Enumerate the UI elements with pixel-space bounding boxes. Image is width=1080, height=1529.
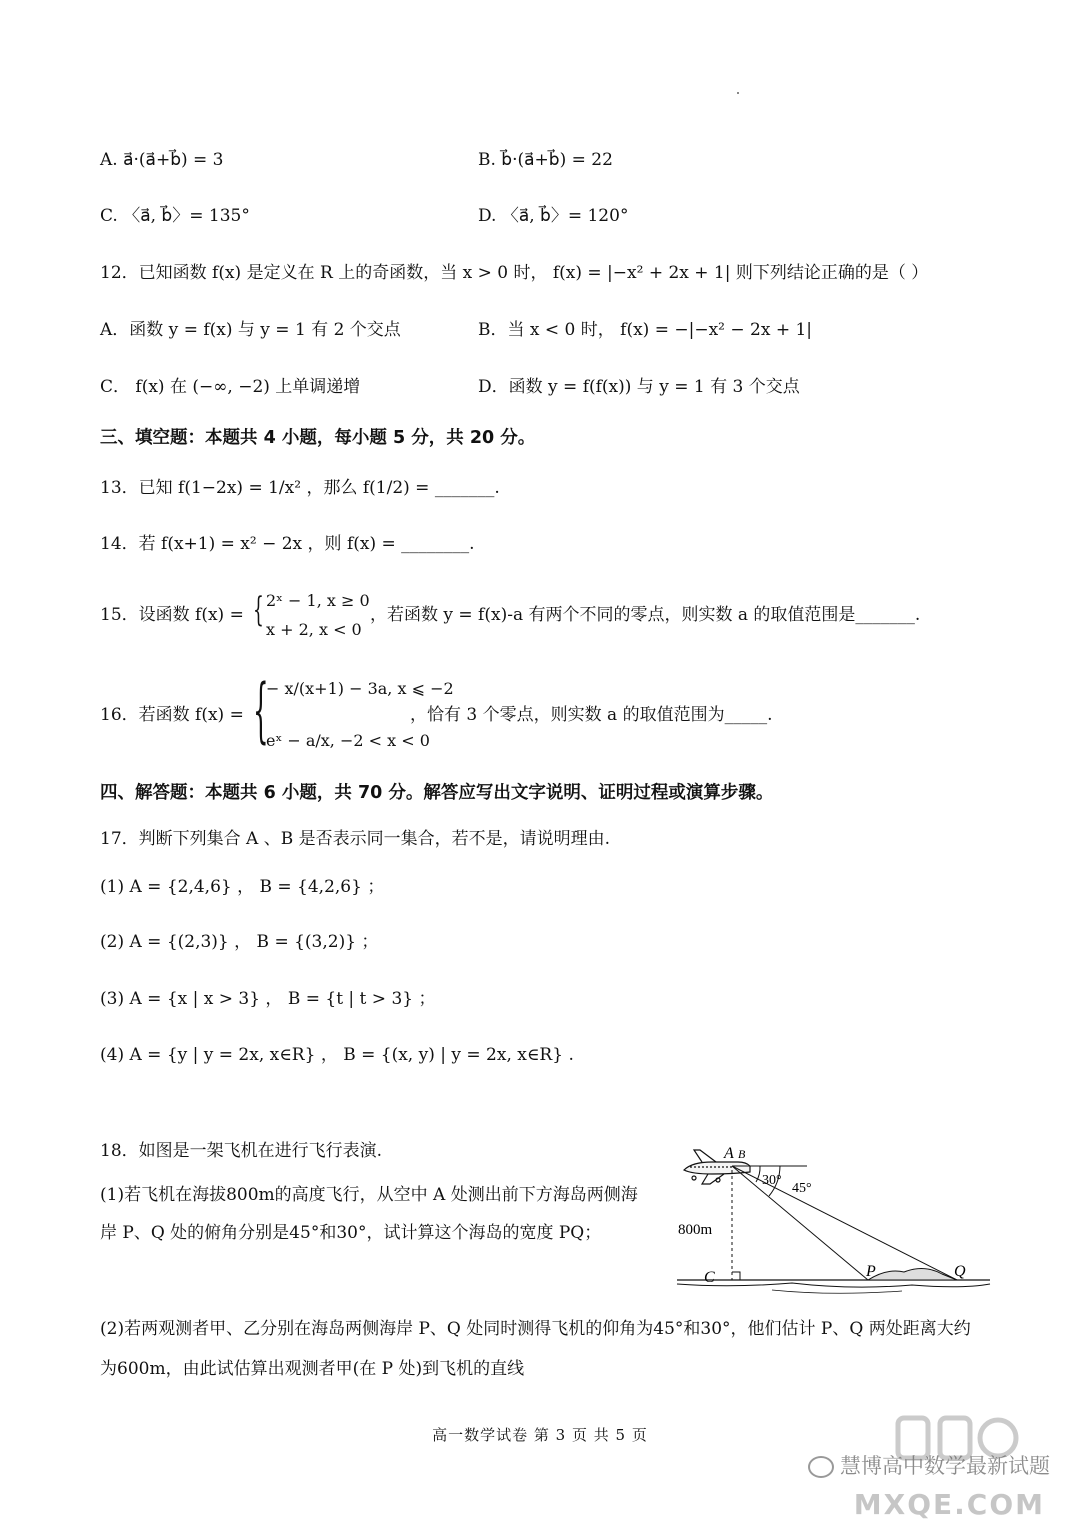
q12-option-a: A．函数 y = f(x) 与 y = 1 有 2 个交点 — [100, 320, 401, 340]
q15-brace: { — [253, 590, 264, 630]
q17-stem: 17．判断下列集合 A 、B 是否表示同一集合，若不是，请说明理由. — [100, 829, 611, 849]
q11-option-c: C. 〈a⃗, b⃗〉= 135° — [100, 206, 250, 226]
q18-part-1: (1)若飞机在海拔800m的高度飞行，从空中 A 处测出前下方海岛两侧海岸 P、Q 处的俯角分别是45°和30°，试计算这个海岛的宽度 PQ； — [100, 1185, 638, 1243]
q17-part-1: (1) A = {2,4,6} ， B = {4,2,6} ； — [100, 877, 385, 897]
q15-case-1: 2ˣ − 1, x ≥ 0 — [266, 591, 370, 610]
q16-suffix: ，恰有 3 个零点，则实数 a 的取值范围为_____. — [410, 705, 773, 725]
q15-suffix: ，若函数 y = f(x)-a 有两个不同的零点，则实数 a 的取值范围是_______. — [370, 605, 921, 625]
wechat-icon — [808, 1456, 834, 1478]
q12-stem: 12．已知函数 f(x) 是定义在 R 上的奇函数，当 x > 0 时， f(x) = |−x² + 2x + 1| 则下列结论正确的是（ ） — [100, 263, 929, 283]
q16-prefix: 16．若函数 f(x) = — [100, 705, 244, 725]
q11-option-a: A. a⃗·(a⃗+b⃗) = 3 — [100, 150, 224, 170]
label-q: Q — [954, 1263, 966, 1280]
q16-brace: { — [253, 669, 269, 751]
q17-part-4: (4) A = {y | y = 2x, x∈R} ， B = {(x, y) | y = 2x, x∈R} . — [100, 1045, 574, 1065]
q17-part-2: (2) A = {(2,3)} ， B = {(3,2)} ； — [100, 932, 379, 952]
label-b: B — [738, 1147, 746, 1161]
height-label: 800m — [678, 1222, 713, 1238]
q12-option-b: B．当 x < 0 时， f(x) = −|−x² − 2x + 1| — [478, 320, 813, 340]
q11-option-b: B. b⃗·(a⃗+b⃗) = 22 — [478, 150, 613, 170]
q12-option-d: D．函数 y = f(f(x)) 与 y = 1 有 3 个交点 — [478, 377, 800, 397]
angle-45-label: 45° — [792, 1181, 812, 1196]
q15-case-2: x + 2, x < 0 — [266, 620, 362, 639]
q16-case-2: eˣ − a/x, −2 < x < 0 — [266, 731, 430, 750]
q17-part-3: (3) A = {x | x > 3} ， B = {t | t > 3} ； — [100, 989, 436, 1009]
watermark-url: MXQE.COM — [853, 1488, 1045, 1521]
label-a: A — [724, 1145, 734, 1162]
q16-case-1: − x/(x+1) − 3a, x ⩽ −2 — [266, 679, 454, 698]
q12-option-c: C． f(x) 在 (−∞, −2) 上单调递增 — [100, 377, 361, 397]
q11-option-d: D. 〈a⃗, b⃗〉= 120° — [478, 206, 629, 226]
section-3-heading: 三、填空题：本题共 4 小题，每小题 5 分，共 20 分。 — [100, 428, 536, 448]
q15-prefix: 15．设函数 f(x) = — [100, 605, 244, 625]
q18-part-2: (2)若两观测者甲、乙分别在海岛两侧海岸 P、Q 处同时测得飞机的仰角为45°和30°，他们估计 P、Q 两处距离大约为600m，由此试估算出观测者甲(在 P 处)到飞机的直线 — [100, 1319, 971, 1379]
label-p: P — [866, 1263, 876, 1280]
label-c: C — [704, 1269, 715, 1286]
page-footer: 高一数学试卷 第 3 页 共 5 页 — [432, 1426, 648, 1444]
airplane-figure — [672, 1140, 992, 1305]
q18-stem: 18．如图是一架飞机在进行飞行表演. — [100, 1141, 383, 1161]
watermark-text — [808, 1450, 1050, 1480]
stray-dot — [737, 92, 739, 94]
angle-30-label: 30° — [762, 1173, 782, 1188]
watermark-label: 慧博高中数学最新试题 — [840, 1454, 1050, 1478]
section-4-heading: 四、解答题：本题共 6 小题，共 70 分。解答应写出文字说明、证明过程或演算步骤。 — [100, 783, 774, 803]
q13: 13．已知 f(1−2x) = 1/x² ，那么 f(1/2) = _______. — [100, 478, 500, 498]
q14: 14．若 f(x+1) = x² − 2x ，则 f(x) = ________. — [100, 534, 475, 554]
